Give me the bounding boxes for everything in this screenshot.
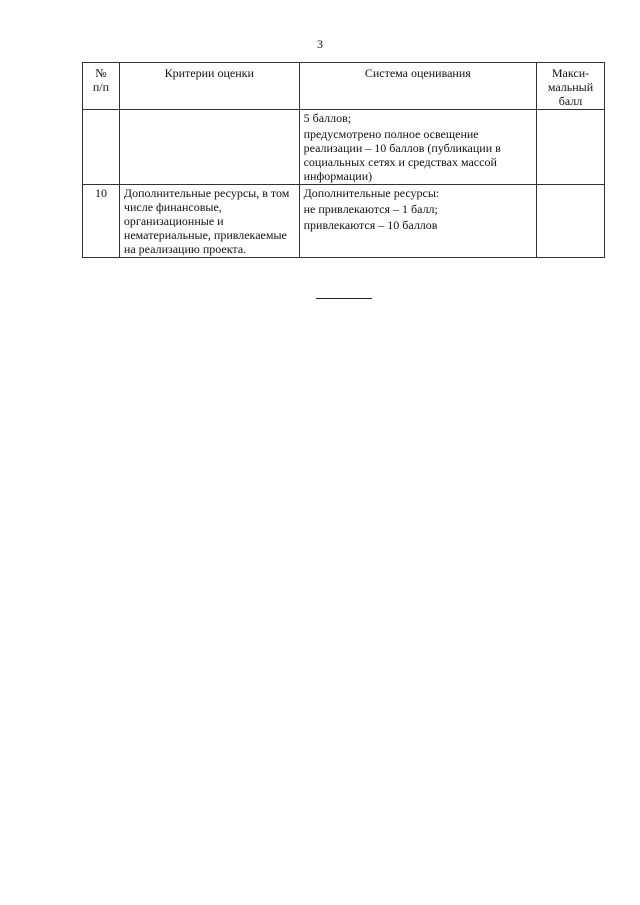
table-row (83, 110, 605, 185)
header-max-line1: Макси- (551, 66, 590, 80)
header-system: Система оценивания (299, 63, 536, 110)
system-line: предусмотрено полное освещение реализации – 10 баллов (публикации в социальных сетях и средствах массой информации) (303, 127, 501, 183)
page-number: 3 (317, 37, 323, 51)
row-system (299, 110, 536, 185)
row-criteria: Дополнительные ресурсы, в том числе финансовые, организационные и нематериальные, привлекаемые на реализацию проекта. (119, 185, 299, 258)
header-max-line2: мальный (547, 80, 594, 94)
criteria-table (82, 62, 605, 258)
header-criteria: Критерии оценки (119, 63, 299, 110)
row-number (83, 110, 120, 185)
system-line: 5 баллов; (303, 111, 352, 125)
system-line: не привлекаются – 1 балл; (303, 202, 438, 216)
row-max-score (537, 185, 605, 258)
header-max-line3: балл (558, 94, 583, 108)
system-line: привлекаются – 10 баллов (303, 218, 438, 232)
system-line: Дополнительные ресурсы: (303, 186, 440, 200)
row-max-score (537, 110, 605, 185)
row-system (299, 185, 536, 258)
header-max-score (537, 63, 605, 110)
table-header-row (83, 63, 605, 110)
table-row (83, 185, 605, 258)
header-number (83, 63, 120, 110)
header-number-line1: № (95, 66, 107, 80)
header-number-line2: п/п (92, 80, 110, 94)
closing-rule (316, 298, 372, 299)
row-number: 10 (83, 185, 120, 258)
row-criteria (119, 110, 299, 185)
